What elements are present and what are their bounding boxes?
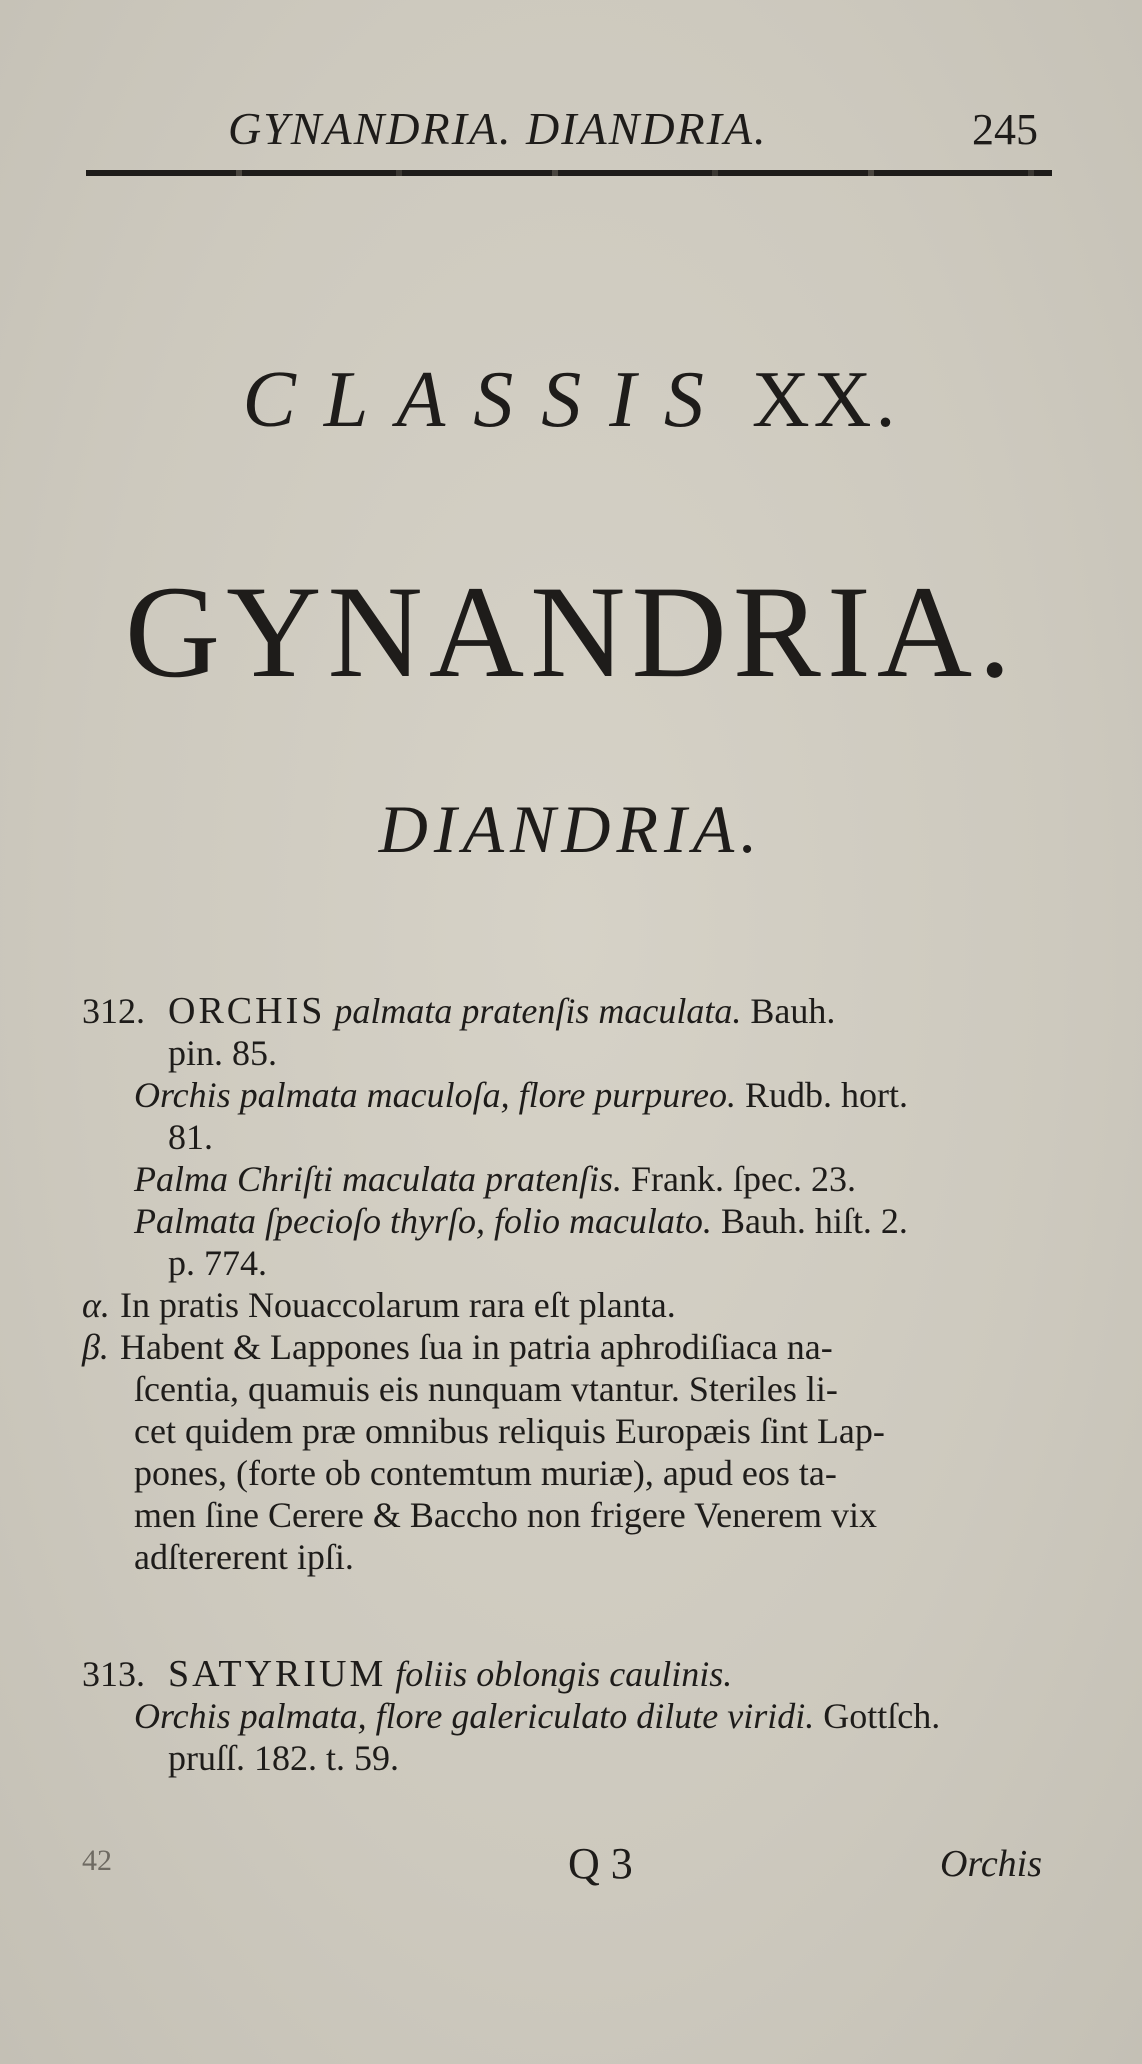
synonym-line — [82, 1695, 1072, 1737]
note-mark: β. — [82, 1327, 109, 1367]
citation-line — [82, 1242, 1072, 1284]
citation: Gottſch. — [814, 1696, 941, 1736]
classis-number: XX. — [751, 356, 900, 444]
catchword: Orchis — [940, 1843, 1043, 1885]
classis-word: CLASSIS — [242, 356, 732, 444]
order-name: DIANDRIA. — [378, 791, 764, 867]
note-line — [82, 1452, 1072, 1494]
note-text: cet quidem præ omnibus reliquis Europæis ſint Lap- — [134, 1411, 885, 1451]
diagnosis: palmata pratenſis maculata. — [334, 991, 742, 1031]
citation: p. 774. — [168, 1243, 267, 1283]
synonym-line — [82, 1074, 1072, 1116]
note-mark: α. — [82, 1285, 110, 1325]
species-entry — [82, 1653, 1072, 1779]
diagnosis: foliis oblongis caulinis. — [395, 1654, 733, 1694]
citation-line — [82, 1737, 1072, 1779]
note-line — [82, 1368, 1072, 1410]
note-line — [82, 1284, 1072, 1326]
header-rule — [86, 170, 1052, 176]
note-text: ſcentia, quamuis eis nunquam vtantur. Steriles li- — [134, 1369, 838, 1409]
synonym-line — [82, 1200, 1072, 1242]
synonym-line — [82, 1158, 1072, 1200]
entry-number: 312. — [82, 991, 145, 1031]
page-footer — [0, 1838, 1142, 1898]
page-number: 245 — [972, 105, 1038, 154]
entry-first-line — [82, 1653, 1072, 1695]
citation: 81. — [168, 1117, 213, 1157]
class-name: GYNANDRIA. — [124, 558, 1018, 705]
genus-name: SATYRIUM — [168, 1653, 387, 1695]
note-text: men ſine Cerere & Baccho non frigere Venerem vix — [134, 1495, 878, 1535]
note-line — [82, 1536, 1072, 1578]
signature-mark: Q 3 — [568, 1839, 633, 1888]
entry-first-line — [82, 990, 1072, 1032]
note-line — [82, 1494, 1072, 1536]
note-text: In pratis Nouaccolarum rara eſt planta. — [120, 1285, 676, 1325]
citation: Bauh. — [741, 991, 836, 1031]
citation: pruſſ. 182. t. 59. — [168, 1738, 399, 1778]
synonym: Palma Chriſti maculata pratenſis. — [134, 1159, 623, 1199]
running-header — [0, 92, 1142, 162]
species-entry — [82, 990, 1072, 1578]
synonym: Orchis palmata maculoſa, flore purpureo. — [134, 1075, 736, 1115]
genus-name: ORCHIS — [168, 990, 326, 1032]
citation: Frank. ſpec. 23. — [622, 1159, 856, 1199]
citation: Rudb. hort. — [735, 1075, 908, 1115]
citation-line — [82, 1032, 1072, 1074]
citation: Bauh. hiſt. 2. — [711, 1201, 908, 1241]
note-text: Habent & Lappones ſua in patria aphrodiſiaca na- — [120, 1327, 833, 1367]
note-line — [82, 1326, 1072, 1368]
entry-number: 313. — [82, 1654, 145, 1694]
show-through-mark: 42 — [82, 1844, 112, 1877]
citation-line — [82, 1116, 1072, 1158]
note-line — [82, 1410, 1072, 1452]
note-text: adſtererent ipſi. — [134, 1537, 354, 1577]
running-title: GYNANDRIA. DIANDRIA. — [228, 103, 768, 154]
note-text: pones, (forte ob contemtum muriæ), apud eos ta- — [134, 1453, 837, 1493]
class-heading — [0, 355, 1142, 446]
synonym: Palmata ſpecioſo thyrſo, folio maculato. — [134, 1201, 712, 1241]
synonym: Orchis palmata, flore galericulato dilute viridi. — [134, 1696, 815, 1736]
citation: pin. 85. — [168, 1033, 278, 1073]
